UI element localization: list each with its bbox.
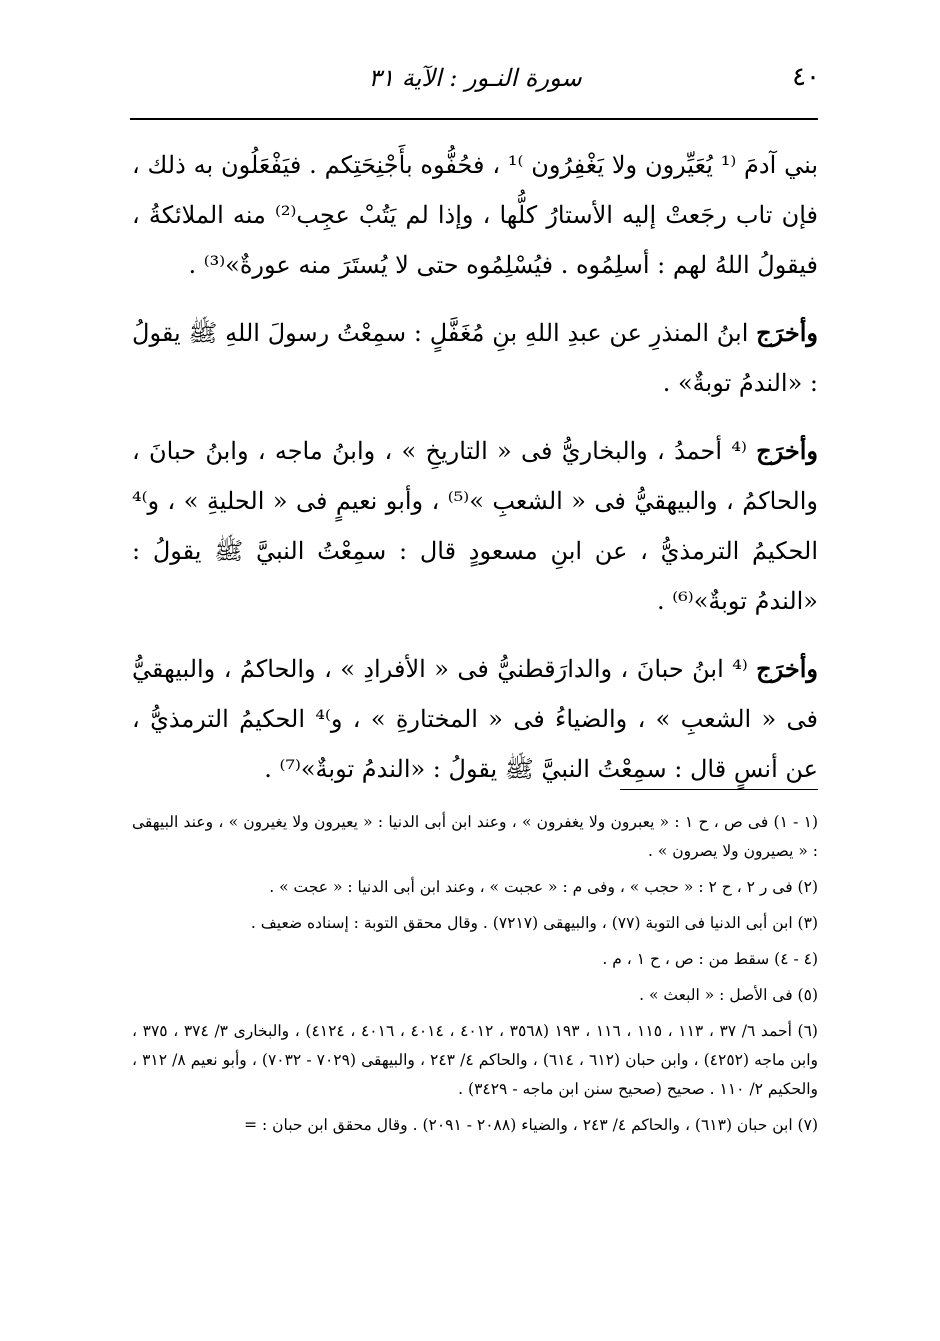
paragraph-lead: وأخرَج bbox=[756, 654, 818, 683]
paragraph-lead: وأخرَج bbox=[756, 436, 818, 465]
paragraph-text: بني آدمَ ⁽¹ يُعَيِّرون ولا يَغْفِرُون ⁾¹ ، فحُفُّوه بأَجْنِحَتِكم . فيَفْعَلُون به ذلك ، فإن تاب رجَعتْ إليه الأستارُ كلُّها ، وإذا لم يَتُبْ عجِب⁽²⁾ منه الملائكةُ ، فيقولُ اللهُ لهم : أسلِمُوه . فيُسْلِمُوه حتى لا يُستَرَ منه عورةٌ»⁽³⁾ . bbox=[132, 151, 818, 279]
footnote: (٦) أحمد ٦/ ٣٧ ، ١١٣ ، ١١٥ ، ١١٦ ، ١٩٣ (٣٥٦٨ ، ٤٠١٢ ، ٤٠١٤ ، ٤٠١٦ ، ٤١٢٤) ، والبخارى ٣/ ٣٧٤ ، ٣٧٥ ، وابن ماجه (٤٢٥٢) ، وابن حبان (٦١٢ ، ٦١٤) ، والحاكم ٤/ ٢٤٣ ، والبيهقى (٧٠٢٩ - ٧٠٣٢) ، وأبو نعيم ٨/ ٣١٢ ، والحكيم ٢/ ١١٠ . صحيح (صحيح سنن ابن ماجه - ٣٤٢٩) . bbox=[132, 1022, 819, 1098]
footnote: (٤ - ٤) سقط من : ص ، ح ١ ، م . bbox=[602, 950, 818, 968]
footnote: (١ - ١) فى ص ، ح ١ : « يعبرون ولا يغفرون » ، وعند ابن أبى الدنيا : « يعيرون ولا يغيرون » ، وعند البيهقى : « يصيرون ولا يصرون » . bbox=[132, 813, 819, 860]
paragraph-1 bbox=[132, 140, 818, 290]
page-header bbox=[130, 58, 820, 108]
running-head: سورة النـور : الآية ٣١ bbox=[368, 64, 582, 92]
paragraph-2 bbox=[132, 308, 818, 408]
footnote: (٢) فى ر ٢ ، ح ٢ : « حجب » ، وفى م : « عجبت » ، وعند ابن أبى الدنيا : « عجت » . bbox=[269, 878, 818, 896]
paragraph-4 bbox=[132, 644, 818, 794]
main-text bbox=[132, 140, 818, 812]
footnotes bbox=[132, 808, 818, 1147]
paragraph-text: ⁽⁴ أحمدُ ، والبخاريُّ فى « التاريخِ » ، وابنُ ماجه ، وابنُ حبانَ ، والحاكمُ ، والبيهقيُّ فى « الشعبِ »⁽⁵⁾ ، وأبو نعيمٍ فى « الحليةِ » ، و⁾⁴ الحكيمُ الترمذيُّ ، عن ابنِ مسعودٍ قال : سمِعْتُ النبيَّ ﷺ يقولُ : «الندمُ توبةٌ»⁽⁶⁾ . bbox=[132, 437, 819, 615]
paragraph-text: ⁽⁴ ابنُ حبانَ ، والدارَقطنيُّ فى « الأفرادِ » ، والحاكمُ ، والبيهقيُّ فى « الشعبِ » ، والضياءُ فى « المختارةِ » ، و⁾⁴ الحكيمُ الترمذيُّ ، عن أنسٍ قال : سمِعْتُ النبيَّ ﷺ يقولُ : «الندمُ توبةٌ»⁽⁷⁾ . bbox=[132, 655, 819, 783]
footnote: (٣) ابن أبى الدنيا فى التوبة (٧٧) ، والبيهقى (٧٢١٧) . وقال محقق التوبة : إسناده ضعيف . bbox=[250, 914, 818, 932]
paragraph-text: ابنُ المنذرِ عن عبدِ اللهِ بنِ مُغَفَّلٍ : سمِعْتُ رسولَ اللهِ ﷺ يقولُ : «الندمُ توبةٌ» . bbox=[132, 319, 818, 397]
page-number: ٤٠ bbox=[792, 62, 820, 92]
footnote: (٧) ابن حبان (٦١٣) ، والحاكم ٤/ ٢٤٣ ، والضياء (٢٠٨٨ - ٢٠٩١) . وقال محقق ابن حبان : = bbox=[244, 1116, 818, 1134]
paragraph-3 bbox=[132, 426, 818, 626]
footnote-rule bbox=[620, 789, 818, 790]
paragraph-lead: وأخرَج bbox=[756, 318, 818, 347]
header-rule bbox=[130, 118, 818, 120]
footnote: (٥) فى الأصل : « البعث » . bbox=[639, 986, 818, 1004]
